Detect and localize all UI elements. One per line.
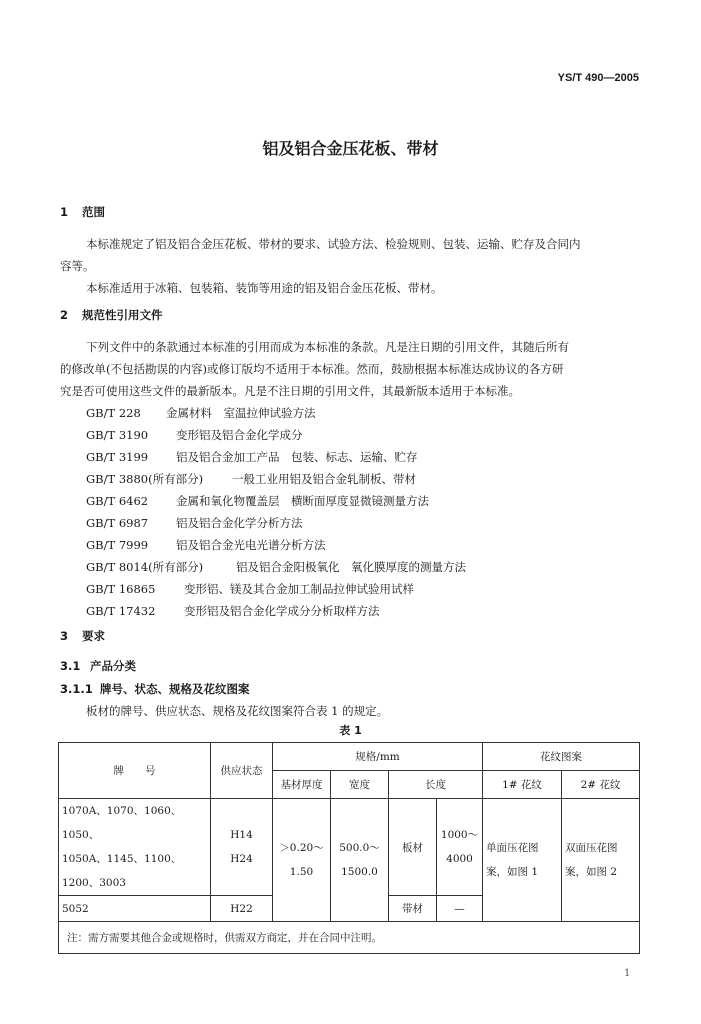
reference-item: [86, 471, 416, 487]
section-title: 范围: [82, 205, 105, 219]
header-length: 长度: [389, 771, 483, 799]
reference-item: [86, 581, 414, 597]
reference-title: 铝及铝合金光电光谱分析方法: [176, 538, 326, 552]
header-base-thickness: 基材厚度: [273, 771, 331, 799]
pattern-1-cell: [483, 799, 562, 922]
paragraph: 本标准适用于冰箱、包装箱、装饰等用途的铝及铝合金压花板、带材。: [86, 281, 443, 295]
grade-cell: [59, 799, 211, 896]
section-3-heading: [60, 628, 105, 644]
reference-code: GB/T 3190: [86, 428, 149, 442]
paragraph-line: 下列文件中的条款通过本标准的引用而成为本标准的条款。凡是注日期的引用文件，其随后所有: [86, 340, 569, 354]
pattern-line: 案，如图 1: [486, 866, 539, 878]
header-temper: 供应状态: [211, 743, 273, 799]
reference-item: [86, 559, 466, 575]
table-note: 注：需方需要其他合金或规格时，供需双方商定，并在合同中注明。: [59, 922, 640, 954]
reference-code: GB/T 6462: [86, 494, 149, 508]
header-grade: 牌 号: [59, 743, 211, 799]
reference-item: [86, 427, 303, 443]
plate-length-line: 4000: [446, 853, 473, 865]
section-2-heading: [60, 307, 163, 323]
grade-line: 1050A、1145、1100、1200、3003: [62, 853, 182, 889]
temper-line: H14: [230, 829, 253, 841]
reference-code: GB/T 8014(所有部分): [86, 560, 204, 574]
width-line: 500.0～: [339, 842, 380, 854]
reference-code: GB/T 7999: [86, 538, 149, 552]
paragraph: 板材的牌号、供应状态、规格及花纹图案符合表 1 的规定。: [86, 704, 389, 718]
width-line: 1500.0: [341, 866, 378, 878]
pattern-line: 双面压花图: [565, 842, 618, 854]
grade-cell: 5052: [59, 896, 211, 922]
paragraph-line: 的修改单(不包括勘误的内容)或修订版均不适用于本标准。然而，鼓励根据本标准达成协议的各方研: [60, 362, 564, 376]
paragraph-line: 本标准规定了铝及铝合金压花板、带材的要求、试验方法、检验规则、包装、运输、贮存及合同内: [86, 237, 581, 251]
subsection-number: 3.1: [60, 659, 81, 673]
subsection-heading: [60, 658, 136, 674]
reference-item: [86, 603, 380, 619]
reference-code: GB/T 3199: [86, 450, 149, 464]
reference-code: GB/T 6987: [86, 516, 149, 530]
standard-code: YS/T 490—2005: [557, 72, 639, 84]
header-pattern: 花纹图案: [483, 743, 640, 771]
reference-item: [86, 493, 429, 509]
plate-length-cell: [437, 799, 483, 896]
paragraph-line: 究是否可使用这些文件的最新版本。凡是不注日期的引用文件，其最新版本适用于本标准。: [60, 384, 520, 398]
plate-label: 板材: [389, 799, 437, 896]
grade-line: 1070A、1070、1060、1050、: [62, 805, 182, 841]
product-spec-table: [58, 742, 640, 954]
section-title: 规范性引用文件: [82, 308, 163, 322]
reference-title: 铝及铝合金化学分析方法: [176, 516, 303, 530]
pattern-2-cell: [562, 799, 640, 922]
width-cell: [331, 799, 389, 922]
paragraph-line: 容等。: [60, 259, 95, 273]
reference-item: [86, 449, 418, 465]
reference-title: 铝及铝合金阳极氧化 氧化膜厚度的测量方法: [236, 560, 466, 574]
reference-code: GB/T 3880(所有部分): [86, 472, 204, 486]
reference-code: GB/T 228: [86, 406, 141, 420]
reference-title: 一般工业用铝及铝合金轧制板、带材: [232, 472, 416, 486]
strip-label: 带材: [389, 896, 437, 922]
document-title: 铝及铝合金压花板、带材: [262, 139, 439, 158]
section-number: 2: [60, 308, 69, 322]
reference-title: 变形铝及铝合金化学成分分析取样方法: [184, 604, 380, 618]
reference-title: 铝及铝合金加工产品 包装、标志、运输、贮存: [176, 450, 418, 464]
reference-item: [86, 405, 316, 421]
table-caption: 表 1: [339, 724, 362, 737]
header-spec: 规格/mm: [273, 743, 483, 771]
reference-code: GB/T 16865: [86, 582, 156, 596]
temper-line: H24: [230, 853, 253, 865]
section-title: 要求: [82, 629, 105, 643]
temper-cell: H22: [211, 896, 273, 922]
header-pattern-1: 1# 花纹: [483, 771, 562, 799]
subsection-heading: [60, 681, 250, 697]
subsection-number: 3.1.1: [60, 682, 93, 696]
pattern-line: 单面压花图: [486, 842, 539, 854]
temper-cell: [211, 799, 273, 896]
strip-length-cell: —: [437, 896, 483, 922]
reference-code: GB/T 17432: [86, 604, 156, 618]
page-number: 1: [624, 968, 631, 979]
section-1-heading: [60, 204, 105, 220]
thickness-line: ＞0.20～: [279, 842, 324, 854]
reference-title: 变形铝、镁及其合金加工制品拉伸试验用试样: [184, 582, 414, 596]
reference-title: 金属材料 室温拉伸试验方法: [166, 406, 316, 420]
subsection-title: 牌号、状态、规格及花纹图案: [100, 682, 250, 696]
pattern-line: 案，如图 2: [565, 866, 618, 878]
subsection-title: 产品分类: [90, 659, 136, 673]
reference-item: [86, 515, 303, 531]
section-number: 3: [60, 629, 69, 643]
plate-length-line: 1000～: [440, 829, 479, 841]
reference-title: 金属和氧化物覆盖层 横断面厚度显微镜测量方法: [176, 494, 429, 508]
thickness-line: 1.50: [289, 866, 314, 878]
reference-title: 变形铝及铝合金化学成分: [176, 428, 303, 442]
thickness-cell: [273, 799, 331, 922]
reference-item: [86, 537, 326, 553]
section-number: 1: [60, 205, 69, 219]
header-pattern-2: 2# 花纹: [562, 771, 640, 799]
header-width: 宽度: [331, 771, 389, 799]
